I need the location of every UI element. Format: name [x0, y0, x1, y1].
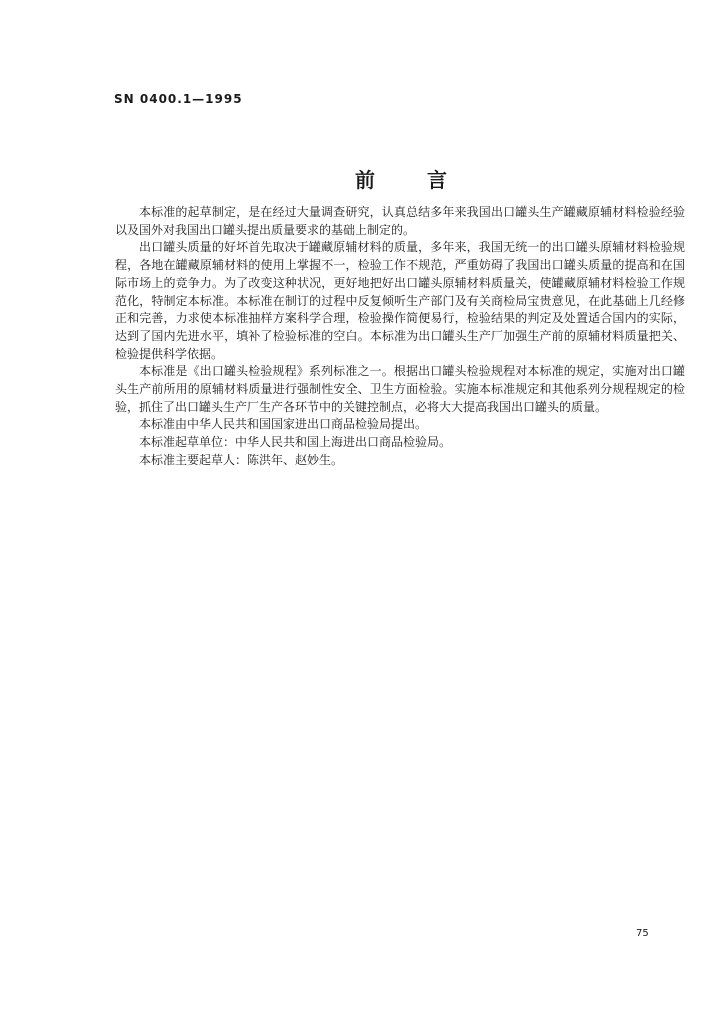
preface-body — [115, 204, 685, 470]
paragraph: 本标准起草单位：中华人民共和国上海进出口商品检验局。 — [139, 435, 452, 450]
title-char-2: 言 — [427, 168, 447, 192]
title-char-1: 前 — [355, 168, 375, 192]
page-number: 75 — [636, 928, 649, 939]
standard-code: SN 0400.1—1995 — [114, 92, 243, 106]
page-title — [355, 164, 447, 193]
paragraph: 本标准是《出口罐头检验规程》系列标准之一。根据出口罐头检验规程对本标准的规定，实施对出口罐头生产前所用的原辅材料质量进行强制性安全、卫生方面检验。实施本标准规定和其他系列分规程规定的检验，抓住了出口罐头生产厂生产各环节中的关键控制点，必将大大提高我国出口罐头的质量。 — [115, 364, 685, 414]
paragraph: 出口罐头质量的好坏首先取决于罐藏原辅材料的质量，多年来，我国无统一的出口罐头原辅材料检验规程，各地在罐藏原辅材料的使用上掌握不一，检验工作不规范，严重妨碍了我国出口罐头质量的提高和在国际市场上的竞争力。为了改变这种状况，更好地把好出口罐头原辅材料质量关，使罐藏原辅材料检验工作规范化，特制定本标准。本标准在制订的过程中反复倾听生产部门及有关商检局宝贵意见，在此基础上几经修正和完善，力求使本标准抽样方案科学合理，检验操作简便易行，检验结果的判定及处置适合国内的实际，达到了国内先进水平，填补了检验标准的空白。本标准为出口罐头生产厂加强生产前的原辅材料质量把关、检验提供科学依据。 — [115, 240, 685, 361]
paragraph: 本标准的起草制定，是在经过大量调查研究，认真总结多年来我国出口罐头生产罐藏原辅材料检验经验以及国外对我国出口罐头提出质量要求的基础上制定的。 — [115, 205, 685, 237]
paragraph: 本标准由中华人民共和国国家进出口商品检验局提出。 — [139, 417, 428, 432]
paragraph: 本标准主要起草人：陈洪年、赵妙生。 — [139, 452, 344, 467]
